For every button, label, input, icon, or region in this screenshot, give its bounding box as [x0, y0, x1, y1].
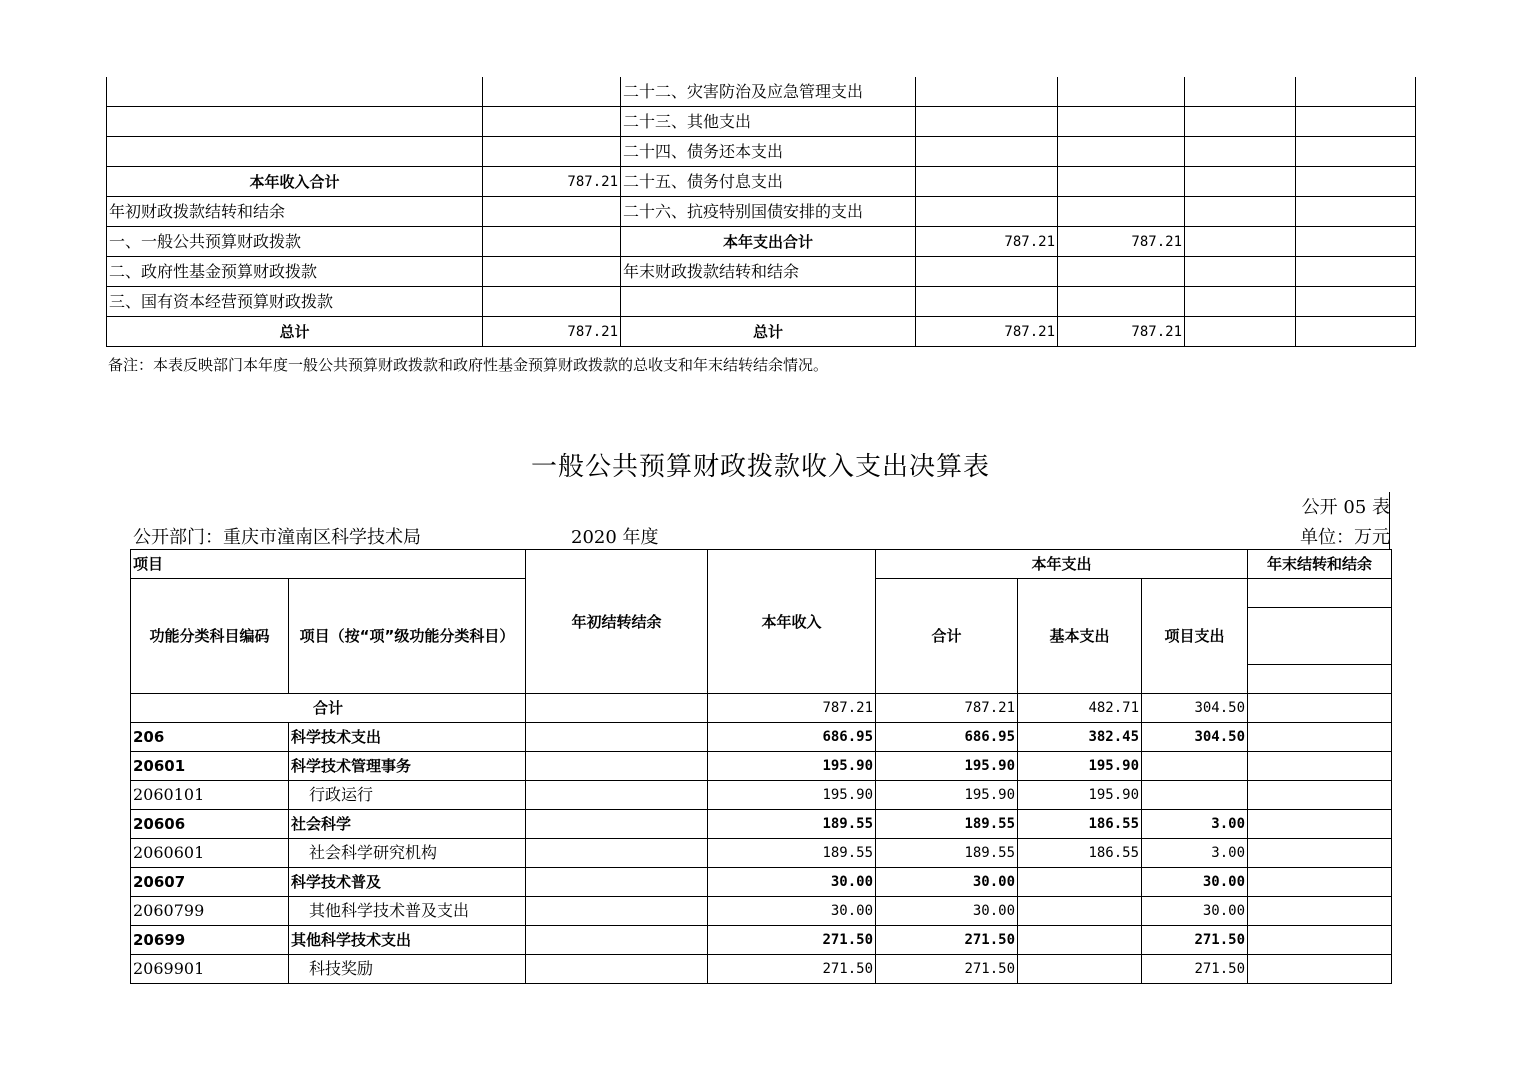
summary-row	[107, 227, 1416, 257]
expense-basic: 482.71	[1018, 694, 1142, 723]
summary-row	[107, 77, 1416, 107]
income-value: 787.21	[708, 694, 876, 723]
item-name: 科技奖励	[289, 955, 526, 984]
end-balance	[1248, 868, 1392, 897]
header-expense: 本年支出	[876, 550, 1248, 579]
item-name: 科学技术普及	[289, 868, 526, 897]
total-row	[131, 694, 1392, 723]
begin-balance	[526, 723, 708, 752]
expense-item: 二十五、债务付息支出	[621, 167, 916, 197]
function-code: 2069901	[131, 955, 289, 984]
begin-balance	[526, 781, 708, 810]
end-balance	[1248, 926, 1392, 955]
function-code: 20601	[131, 752, 289, 781]
income-item: 二、政府性基金预算财政拨款	[107, 257, 483, 287]
summary-table-body	[107, 77, 1416, 347]
summary-row	[107, 257, 1416, 287]
function-code: 2060799	[131, 897, 289, 926]
table-row	[131, 926, 1392, 955]
header-divider	[1389, 492, 1390, 550]
expense-item: 二十四、债务还本支出	[621, 137, 916, 167]
income-value	[483, 257, 621, 287]
expense-total: 271.50	[876, 926, 1018, 955]
header-income: 本年收入	[708, 550, 876, 694]
expense-value-general	[1058, 77, 1185, 107]
expense-value-general	[1058, 107, 1185, 137]
expense-total: 189.55	[876, 810, 1018, 839]
expense-item	[621, 287, 916, 317]
income-item	[107, 77, 483, 107]
expense-basic	[1018, 926, 1142, 955]
income-item: 一、一般公共预算财政拨款	[107, 227, 483, 257]
item-name: 科学技术管理事务	[289, 752, 526, 781]
table-title: 一般公共预算财政拨款收入支出决算表	[530, 452, 990, 482]
expense-value-fund	[1185, 197, 1296, 227]
function-code: 20606	[131, 810, 289, 839]
end-balance	[1248, 781, 1392, 810]
expense-value-total	[916, 107, 1058, 137]
expense-value-state	[1296, 107, 1416, 137]
item-name: 其他科学技术普及支出	[289, 897, 526, 926]
expense-value-fund	[1185, 77, 1296, 107]
header-end-balance: 年末结转和结余	[1248, 550, 1392, 579]
expense-value-state	[1296, 77, 1416, 107]
expense-project: 3.00	[1142, 839, 1248, 868]
item-name: 科学技术支出	[289, 723, 526, 752]
unit-label: 单位：万元	[1300, 527, 1390, 548]
header-begin-balance: 年初结转结余	[526, 550, 708, 694]
expense-basic: 195.90	[1018, 752, 1142, 781]
expense-total: 30.00	[876, 897, 1018, 926]
expense-total: 271.50	[876, 955, 1018, 984]
table-row	[131, 868, 1392, 897]
expense-total: 787.21	[876, 694, 1018, 723]
table-row	[131, 839, 1392, 868]
header-total: 合计	[876, 579, 1018, 694]
summary-row	[107, 137, 1416, 167]
expense-project: 304.50	[1142, 723, 1248, 752]
end-balance	[1248, 955, 1392, 984]
expense-item: 总计	[621, 317, 916, 347]
income-value: 189.55	[708, 810, 876, 839]
table-row	[131, 955, 1392, 984]
income-item: 总计	[107, 317, 483, 347]
function-code: 2060601	[131, 839, 289, 868]
income-value: 787.21	[483, 167, 621, 197]
year-label: 2020 年度	[571, 527, 659, 548]
expense-value-total	[916, 197, 1058, 227]
begin-balance	[526, 955, 708, 984]
expense-project: 3.00	[1142, 810, 1248, 839]
summary-row	[107, 107, 1416, 137]
income-item: 本年收入合计	[107, 167, 483, 197]
item-name: 其他科学技术支出	[289, 926, 526, 955]
expense-value-general: 787.21	[1058, 227, 1185, 257]
header-code: 功能分类科目编码	[131, 579, 289, 694]
end-balance	[1248, 839, 1392, 868]
department-label: 公开部门：重庆市潼南区科学技术局	[133, 527, 421, 548]
expense-value-state	[1296, 197, 1416, 227]
expense-value-total	[916, 167, 1058, 197]
begin-balance	[526, 839, 708, 868]
expense-value-general	[1058, 137, 1185, 167]
income-value	[483, 77, 621, 107]
expense-item: 二十二、灾害防治及应急管理支出	[621, 77, 916, 107]
income-value	[483, 287, 621, 317]
item-name: 社会科学	[289, 810, 526, 839]
item-name: 社会科学研究机构	[289, 839, 526, 868]
header-name: 项目（按“项”级功能分类科目）	[289, 579, 526, 694]
expense-value-fund	[1185, 167, 1296, 197]
total-label: 合计	[131, 694, 526, 723]
income-item	[107, 137, 483, 167]
header-end-sub2	[1248, 608, 1392, 665]
end-balance	[1248, 723, 1392, 752]
item-name: 行政运行	[289, 781, 526, 810]
end-balance	[1248, 897, 1392, 926]
expense-item: 年末财政拨款结转和结余	[621, 257, 916, 287]
expense-item: 本年支出合计	[621, 227, 916, 257]
expense-project	[1142, 781, 1248, 810]
header-end-sub3	[1248, 665, 1392, 694]
expense-value-state	[1296, 137, 1416, 167]
income-value	[483, 137, 621, 167]
expense-value-total	[916, 137, 1058, 167]
header-item: 项目	[131, 550, 526, 579]
expense-basic	[1018, 897, 1142, 926]
expense-value-fund	[1185, 137, 1296, 167]
table-row	[131, 897, 1392, 926]
table-row	[131, 752, 1392, 781]
begin-balance	[526, 868, 708, 897]
income-value: 30.00	[708, 868, 876, 897]
begin-balance	[526, 694, 708, 723]
expense-value-fund	[1185, 257, 1296, 287]
expense-value-state	[1296, 317, 1416, 347]
table-row	[131, 723, 1392, 752]
income-value: 686.95	[708, 723, 876, 752]
expense-basic	[1018, 955, 1142, 984]
expense-value-state	[1296, 287, 1416, 317]
expense-total: 189.55	[876, 839, 1018, 868]
end-balance	[1248, 694, 1392, 723]
expense-total: 30.00	[876, 868, 1018, 897]
expense-value-fund	[1185, 317, 1296, 347]
expense-value-fund	[1185, 287, 1296, 317]
expense-value-general	[1058, 287, 1185, 317]
expense-value-total	[916, 77, 1058, 107]
expense-value-fund	[1185, 107, 1296, 137]
function-code: 20699	[131, 926, 289, 955]
income-value: 195.90	[708, 752, 876, 781]
expense-value-general	[1058, 197, 1185, 227]
expense-basic: 186.55	[1018, 839, 1142, 868]
expense-total: 195.90	[876, 781, 1018, 810]
expense-total: 195.90	[876, 752, 1018, 781]
begin-balance	[526, 752, 708, 781]
header-project: 项目支出	[1142, 579, 1248, 694]
income-item	[107, 107, 483, 137]
income-value: 30.00	[708, 897, 876, 926]
income-value: 195.90	[708, 781, 876, 810]
expense-basic: 382.45	[1018, 723, 1142, 752]
expense-total: 686.95	[876, 723, 1018, 752]
begin-balance	[526, 897, 708, 926]
expense-value-total: 787.21	[916, 227, 1058, 257]
expense-project	[1142, 752, 1248, 781]
income-expense-summary-table	[106, 77, 1416, 347]
income-value	[483, 107, 621, 137]
expense-value-general	[1058, 167, 1185, 197]
expense-item: 二十六、抗疫特别国债安排的支出	[621, 197, 916, 227]
summary-row	[107, 317, 1416, 347]
expense-project: 30.00	[1142, 897, 1248, 926]
income-value: 787.21	[483, 317, 621, 347]
expense-value-total: 787.21	[916, 317, 1058, 347]
header-end-sub1	[1248, 579, 1392, 608]
income-item: 三、国有资本经营预算财政拨款	[107, 287, 483, 317]
expense-basic: 186.55	[1018, 810, 1142, 839]
appropriation-table	[130, 549, 1392, 984]
expense-value-state	[1296, 257, 1416, 287]
summary-row	[107, 197, 1416, 227]
table-row	[131, 781, 1392, 810]
begin-balance	[526, 926, 708, 955]
expense-value-total	[916, 287, 1058, 317]
summary-row	[107, 287, 1416, 317]
expense-value-state	[1296, 227, 1416, 257]
income-value: 189.55	[708, 839, 876, 868]
expense-project: 271.50	[1142, 955, 1248, 984]
header-basic: 基本支出	[1018, 579, 1142, 694]
expense-value-total	[916, 257, 1058, 287]
expense-value-general	[1058, 257, 1185, 287]
expense-value-fund	[1185, 227, 1296, 257]
table-number: 公开 05 表	[1301, 497, 1390, 518]
function-code: 20607	[131, 868, 289, 897]
begin-balance	[526, 810, 708, 839]
income-value	[483, 197, 621, 227]
expense-project: 271.50	[1142, 926, 1248, 955]
expense-basic	[1018, 868, 1142, 897]
income-value	[483, 227, 621, 257]
end-balance	[1248, 752, 1392, 781]
appropriation-table-body	[131, 694, 1392, 984]
end-balance	[1248, 810, 1392, 839]
income-value: 271.50	[708, 926, 876, 955]
expense-basic: 195.90	[1018, 781, 1142, 810]
expense-value-general: 787.21	[1058, 317, 1185, 347]
function-code: 2060101	[131, 781, 289, 810]
expense-project: 304.50	[1142, 694, 1248, 723]
income-item: 年初财政拨款结转和结余	[107, 197, 483, 227]
summary-row	[107, 167, 1416, 197]
table-row	[131, 810, 1392, 839]
expense-value-state	[1296, 167, 1416, 197]
income-value: 271.50	[708, 955, 876, 984]
function-code: 206	[131, 723, 289, 752]
remark-note: 备注：本表反映部门本年度一般公共预算财政拨款和政府性基金预算财政拨款的总收支和年末结转结余情况。	[108, 356, 829, 374]
expense-item: 二十三、其他支出	[621, 107, 916, 137]
expense-project: 30.00	[1142, 868, 1248, 897]
